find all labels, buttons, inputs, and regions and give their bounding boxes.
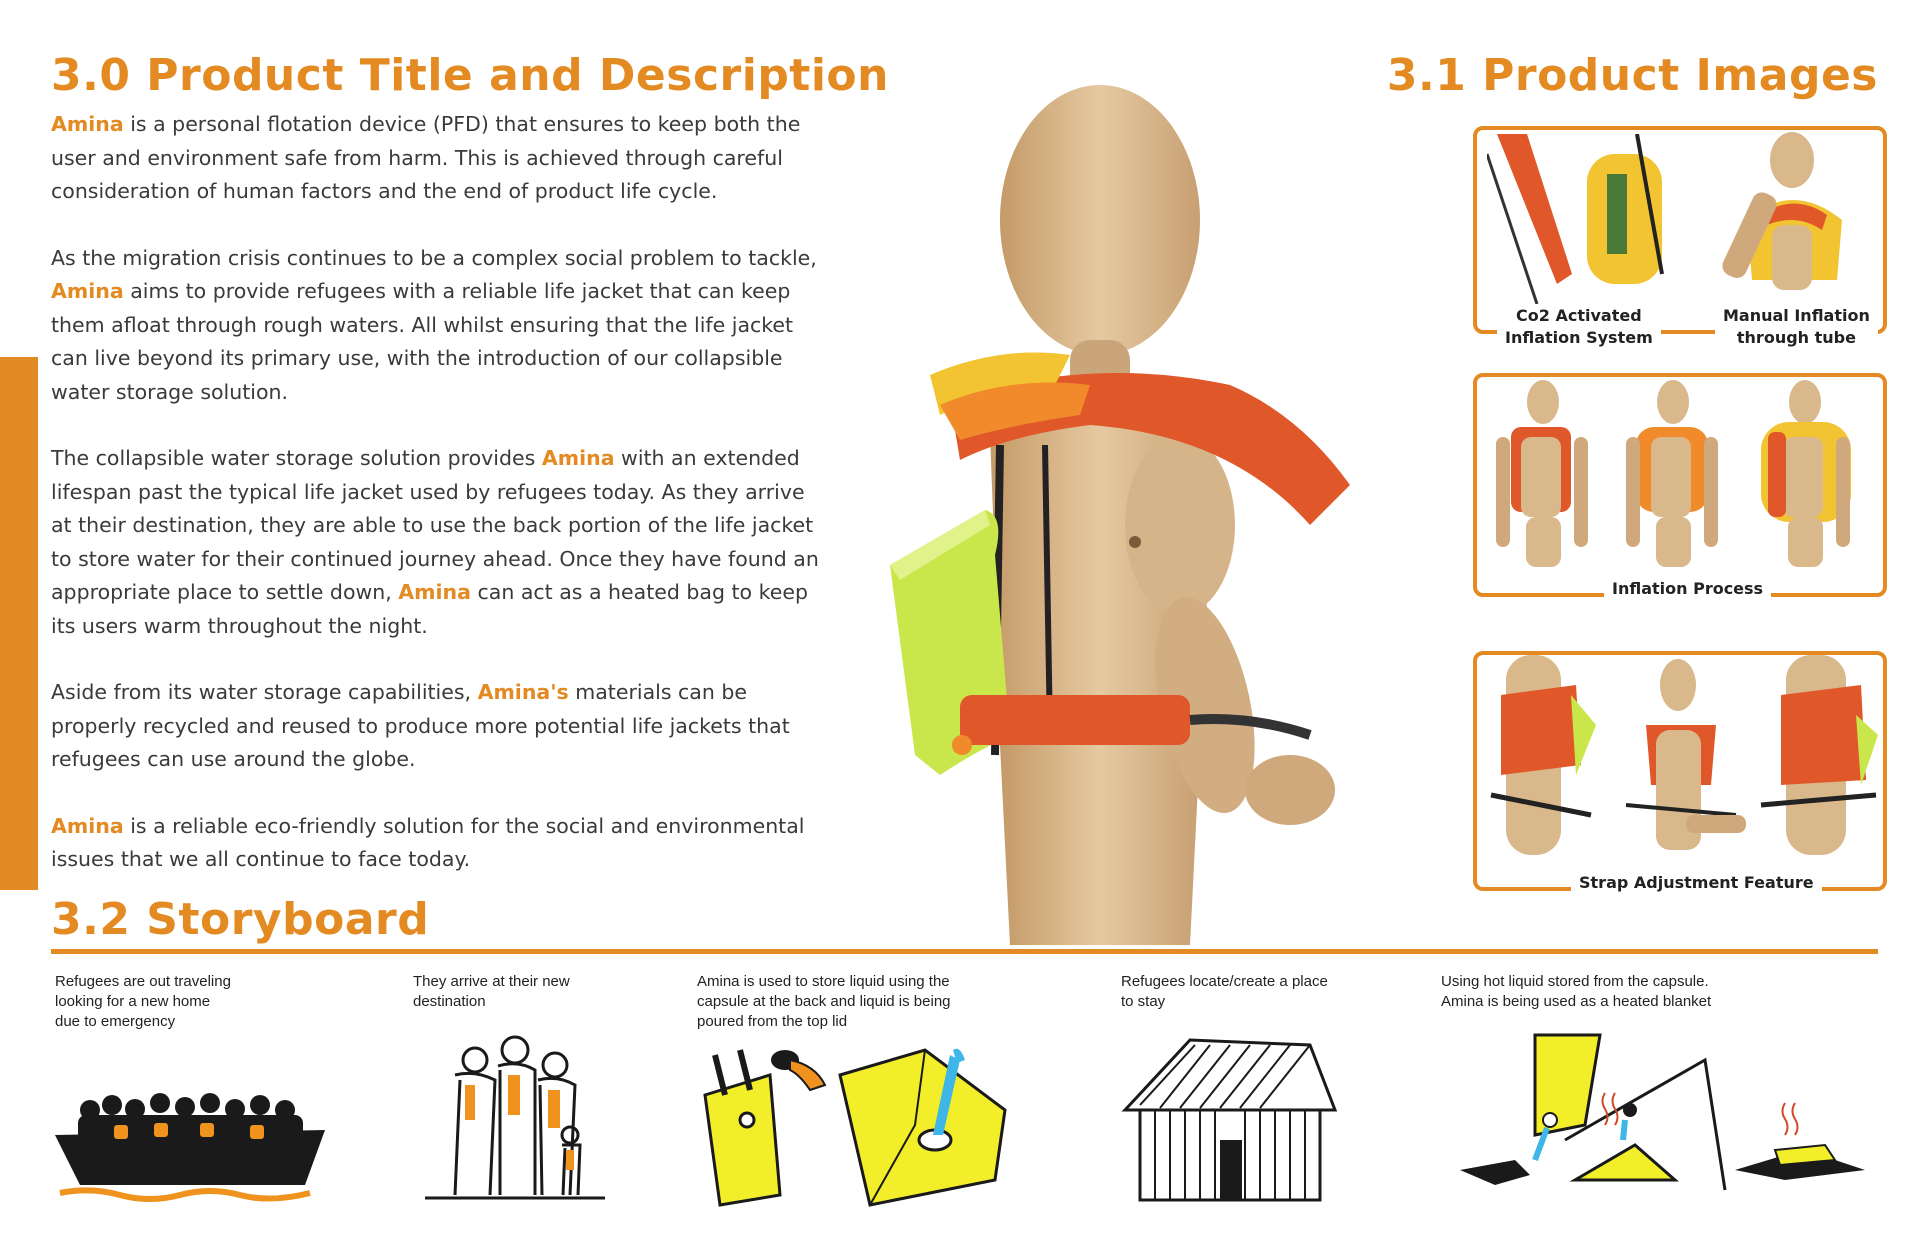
caption-inflation-process: Inflation Process	[1604, 578, 1771, 600]
mannequin-product-photo	[870, 55, 1390, 955]
panel-inflation-systems	[1473, 126, 1887, 347]
description-text: aims to provide refugees with a reliable life jacket that can keep them afloat through rough waters. All whilst ensuring that the life jacket can live beyond its primary use, with the introduction of our collapsible water storage solution.	[51, 279, 794, 404]
story-step-3-caption: Amina is used to store liquid using the capsule at the back and liquid is being poured from the top lid	[697, 973, 951, 1030]
description-text: is a reliable eco-friendly solution for the social and environmental issues that we all continue to face today.	[51, 813, 805, 871]
product-name-highlight: Amina	[398, 580, 471, 604]
product-name-highlight: Amina	[51, 279, 124, 303]
story-step-5-caption: Using hot liquid stored from the capsule. Amina is being used as a heated blanket	[1441, 973, 1712, 1010]
story-hut-illustration	[1120, 1030, 1340, 1205]
description-paragraph	[51, 108, 821, 209]
description-text: As the migration crisis continues to be a complex social problem to tackle,	[51, 245, 817, 270]
story-boat-illustration	[50, 1085, 330, 1205]
panel-strap-adjustment	[1473, 651, 1887, 891]
side-accent-bar	[0, 357, 38, 890]
section-title-product-images: 3.1 Product Images	[1386, 50, 1878, 101]
description-text: Aside from its water storage capabilities,	[51, 680, 478, 704]
product-description	[51, 108, 821, 910]
product-name-highlight: Amina's	[477, 680, 569, 704]
product-name-highlight: Amina	[541, 446, 615, 470]
description-text: The collapsible water storage solution provides	[51, 446, 542, 470]
description-text: with an extended lifespan past the typical life jacket used by refugees today. As they arrive at their destination, they are able to use the back portion of the life jacket to store water for their continued journey ahead. Once they have found an appropriate place to settle down,	[51, 446, 819, 604]
co2-inflation-photo	[1487, 134, 1667, 304]
inflation-process-photos	[1481, 377, 1879, 572]
panel-inflation-process	[1473, 373, 1887, 597]
story-blanket-illustration	[1455, 1030, 1875, 1210]
storyboard-divider	[51, 949, 1878, 954]
section-title-storyboard: 3.2 Storyboard	[51, 894, 430, 945]
description-paragraph	[51, 676, 821, 777]
story-step-1-caption: Refugees are out traveling looking for a new home due to emergency	[55, 973, 231, 1030]
caption-co2-inflation: Co2 Activated Inflation System	[1497, 305, 1661, 349]
description-text: is a personal flotation device (PFD) that ensures to keep both the user and environment safe from harm. This is achieved through careful consideration of human factors and the end of product life cycle.	[51, 112, 801, 203]
story-arrival-illustration	[420, 1030, 610, 1205]
description-text: materials can be properly recycled and reused to produce more potential life jackets that refugees can use around the globe.	[51, 680, 790, 771]
section-title-product-description: 3.0 Product Title and Description	[51, 50, 889, 101]
product-name-highlight: Amina	[51, 112, 124, 136]
manual-inflation-photo	[1707, 130, 1877, 300]
story-step-2-caption: They arrive at their new destination	[413, 973, 570, 1010]
caption-manual-inflation: Manual Inflation through tube	[1715, 305, 1878, 349]
story-step-4-caption: Refugees locate/create a place to stay	[1121, 973, 1328, 1010]
caption-strap-adjustment: Strap Adjustment Feature	[1571, 872, 1822, 894]
strap-adjustment-photos	[1481, 655, 1879, 865]
product-name-highlight: Amina	[51, 813, 124, 838]
story-capsule-illustration	[695, 1035, 1015, 1210]
description-paragraph	[51, 242, 821, 410]
description-text: can act as a heated bag to keep its users warm throughout the night.	[51, 580, 808, 638]
description-paragraph	[51, 810, 821, 877]
description-paragraph	[51, 442, 821, 643]
